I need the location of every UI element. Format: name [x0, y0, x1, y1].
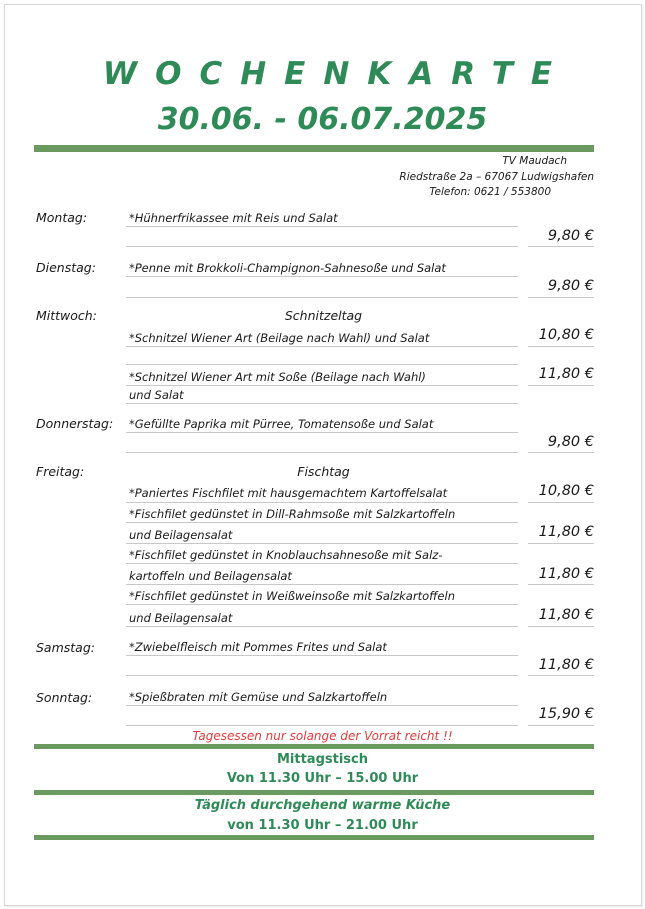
dish-montag: *Hühnerfrikassee mit Reis und Salat	[129, 211, 338, 225]
dish-underline	[126, 226, 518, 227]
availability-notice: Tagesessen nur solange der Vorrat reicht !!	[192, 729, 453, 743]
club-phone: Telefon: 0621 / 553800	[429, 186, 551, 198]
lunch-hours: Von 11.30 Uhr – 15.00 Uhr	[226, 771, 419, 786]
dish-underline	[126, 584, 518, 585]
price-underline	[528, 626, 594, 627]
day-label-sonntag: Sonntag:	[36, 690, 93, 705]
dish-underline	[126, 502, 518, 503]
price-donnerstag: 9,80 €	[547, 434, 594, 450]
dish-underline	[126, 604, 518, 605]
section-divider	[34, 790, 594, 795]
theme-mittwoch: Schnitzeltag	[284, 308, 363, 323]
price-underline	[528, 725, 594, 726]
day-label-montag: Montag:	[36, 210, 88, 225]
price-sonntag: 15,90 €	[538, 706, 594, 722]
dish-freitag-3-line1: *Fischfilet gedünstet in Knoblauchsahnesoße mit Salz-	[129, 548, 443, 562]
price-freitag-4: 11,80 €	[538, 607, 594, 623]
price-underline	[528, 584, 594, 585]
day-label-mittwoch: Mittwoch:	[36, 308, 97, 323]
club-name: TV Maudach	[502, 155, 567, 167]
price-underline	[528, 385, 594, 386]
dish-samstag: *Zwiebelfleisch mit Pommes Frites und Salat	[129, 640, 387, 654]
price-underline	[528, 246, 594, 247]
price-underline	[528, 502, 594, 503]
price-underline	[528, 346, 594, 347]
dish-dienstag: *Penne mit Brokkoli-Champignon-Sahnesoße und Salat	[129, 261, 446, 275]
dish-underline	[126, 626, 518, 627]
day-label-freitag: Freitag:	[36, 464, 85, 479]
price-freitag-2: 11,80 €	[538, 524, 594, 540]
club-street: Riedstraße 2a – 67067 Ludwigshafen	[399, 171, 594, 183]
price-samstag: 11,80 €	[538, 657, 594, 673]
dish-donnerstag: *Gefüllte Paprika mit Pürree, Tomatensoße und Salat	[129, 417, 434, 431]
section-divider	[34, 744, 594, 749]
dish-freitag-2-line2: und Beilagensalat	[129, 528, 233, 542]
dish-mittwoch-2-line2: und Salat	[129, 388, 184, 402]
price-dienstag: 9,80 €	[547, 278, 594, 294]
footer-divider	[34, 835, 594, 840]
dish-freitag-4-line2: und Beilagensalat	[129, 611, 233, 625]
dish-underline	[126, 563, 518, 564]
dish-underline	[126, 725, 518, 726]
kitchen-hours: von 11.30 Uhr – 21.00 Uhr	[227, 818, 418, 833]
dish-underline	[126, 246, 518, 247]
day-label-donnerstag: Donnerstag:	[36, 416, 114, 431]
price-underline	[528, 543, 594, 544]
page-title: WOCHENKARTE	[102, 56, 571, 92]
dish-underline	[126, 432, 518, 433]
price-underline	[528, 675, 594, 676]
dish-freitag-3-line2: kartoffeln und Beilagensalat	[129, 569, 292, 583]
dish-underline	[126, 276, 518, 277]
dish-underline	[126, 346, 518, 347]
price-underline	[528, 297, 594, 298]
dish-underline	[126, 385, 518, 386]
theme-freitag: Fischtag	[297, 464, 350, 479]
price-underline	[528, 452, 594, 453]
price-mittwoch-1: 10,80 €	[538, 327, 594, 343]
dish-underline	[126, 403, 518, 404]
dish-underline	[126, 364, 518, 365]
dish-underline	[126, 452, 518, 453]
dish-underline	[126, 705, 518, 706]
dish-sonntag: *Spießbraten mit Gemüse und Salzkartoffeln	[129, 690, 388, 704]
lunch-title: Mittagstisch	[276, 752, 368, 767]
dish-underline	[126, 543, 518, 544]
dish-underline	[126, 297, 518, 298]
day-label-samstag: Samstag:	[36, 640, 95, 655]
dish-underline	[126, 675, 518, 676]
dish-freitag-4-line1: *Fischfilet gedünstet in Weißweinsoße mit Salzkartoffeln	[129, 589, 455, 603]
day-label-dienstag: Dienstag:	[36, 260, 96, 275]
dish-underline	[126, 522, 518, 523]
dish-mittwoch-1: *Schnitzel Wiener Art (Beilage nach Wahl) und Salat	[129, 331, 430, 345]
dish-mittwoch-2-line1: *Schnitzel Wiener Art mit Soße (Beilage nach Wahl)	[129, 370, 426, 384]
kitchen-title: Täglich durchgehend warme Küche	[194, 798, 451, 813]
price-freitag-3: 11,80 €	[538, 566, 594, 582]
price-montag: 9,80 €	[547, 228, 594, 244]
dish-freitag-2-line1: *Fischfilet gedünstet in Dill-Rahmsoße mit Salzkartoffeln	[129, 507, 456, 521]
header-divider	[34, 145, 594, 152]
price-mittwoch-2: 11,80 €	[538, 366, 594, 382]
price-freitag-1: 10,80 €	[538, 483, 594, 499]
dish-freitag-1: *Paniertes Fischfilet mit hausgemachtem Kartoffelsalat	[129, 486, 448, 500]
date-range: 30.06. - 06.07.2025	[157, 102, 488, 137]
dish-underline	[126, 655, 518, 656]
